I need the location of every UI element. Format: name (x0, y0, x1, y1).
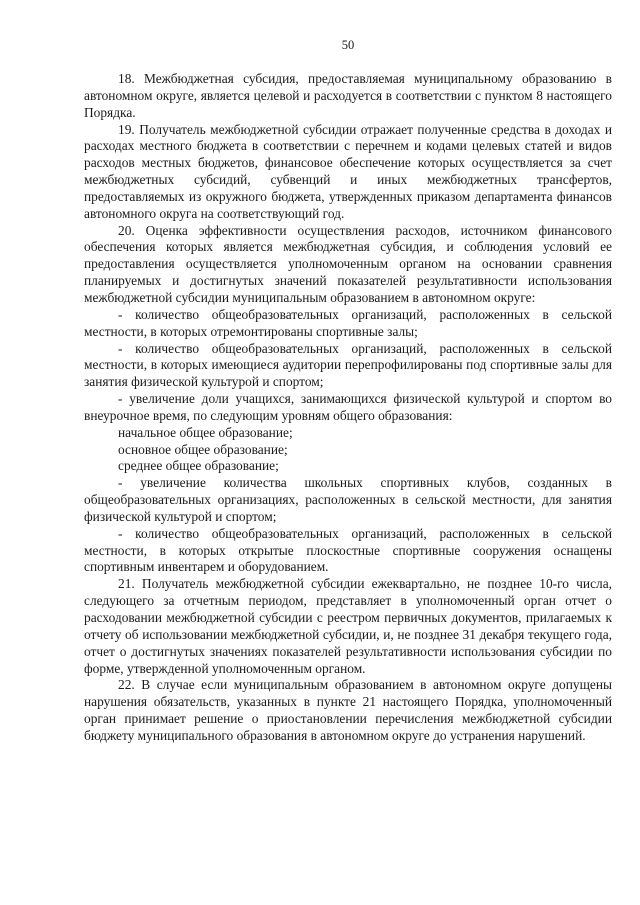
education-level-item: основное общее образование; (118, 441, 288, 457)
list-item: - количество общеобразовательных организаций, расположенных в сельской местности, в которых имеющиеся аудитории перепрофилированы под спортивные залы для занятия физической культурой и спортом; (84, 340, 612, 390)
paragraph-20: 20. Оценка эффективности осуществления расходов, источником финансового обеспечения которых является межбюджетная субсидия, и соблюдения условий ее предоставления осуществляется уполномоченным органом на основании сравнения планируемых и достигнутых значений показателей результативности использования межбюджетной субсидии муниципальным образованием в автономном округе: (84, 222, 612, 305)
document-body (84, 71, 612, 745)
paragraph-22: 22. В случае если муниципальным образованием в автономном округе допущены нарушения обязательств, указанных в пункте 21 настоящего Порядка, уполномоченный орган принимает решение о приостановлении перечисления межбюджетной субсидии бюджету муниципального образования в автономном округе до устранения нарушений. (84, 677, 612, 743)
paragraph-21: 21. Получатель межбюджетной субсидии ежеквартально, не позднее 10-го числа, следующего за отчетным периодом, представляет в уполномоченный орган отчет о расходовании межбюджетной субсидии с реестром первичных документов, прилагаемых к отчету об использовании межбюджетной субсидии, и, не позднее 31 декабря текущего года, отчет о достигнутых значениях показателей результативности использования субсидии по форме, утвержденной уполномоченным органом. (84, 576, 612, 676)
paragraph-18: 18. Межбюджетная субсидия, предоставляемая муниципальному образованию в автономном округе, является целевой и расходуется в соответствии с пунктом 8 настоящего Порядка. (84, 71, 612, 120)
page-number: 50 (341, 38, 355, 52)
list-item: - увеличение количества школьных спортивных клубов, созданных в общеобразовательных организациях, расположенных в сельской местности, для занятия физической культурой и спортом; (84, 475, 612, 524)
list-item: - увеличение доли учащихся, занимающихся физической культурой и спортом во внеурочное время, по следующим уровням общего образования: (84, 391, 612, 423)
list-item: - количество общеобразовательных организаций, расположенных в сельской местности, в которых открытые плоскостные спортивные сооружения оснащены спортивным инвентарем и оборудованием. (84, 525, 612, 575)
education-level-item: начальное общее образование; (118, 424, 293, 440)
paragraph-19: 19. Получатель межбюджетной субсидии отражает полученные средства в доходах и расходах местного бюджета в соответствии с перечнем и кодами целевых статей и видов расходов местных бюджетов, финансовое обеспечение которых осуществляется за счет межбюджетных субсидий, субвенций и иных межбюджетных трансфертов, предоставляемых из окружного бюджета, утвержденных приказом департамента финансов автономного округа на соответствующий год. (84, 121, 612, 221)
list-item: - количество общеобразовательных организаций, расположенных в сельской местности, в которых отремонтированы спортивные залы; (84, 306, 612, 339)
education-level-item: среднее общее образование; (118, 458, 279, 474)
